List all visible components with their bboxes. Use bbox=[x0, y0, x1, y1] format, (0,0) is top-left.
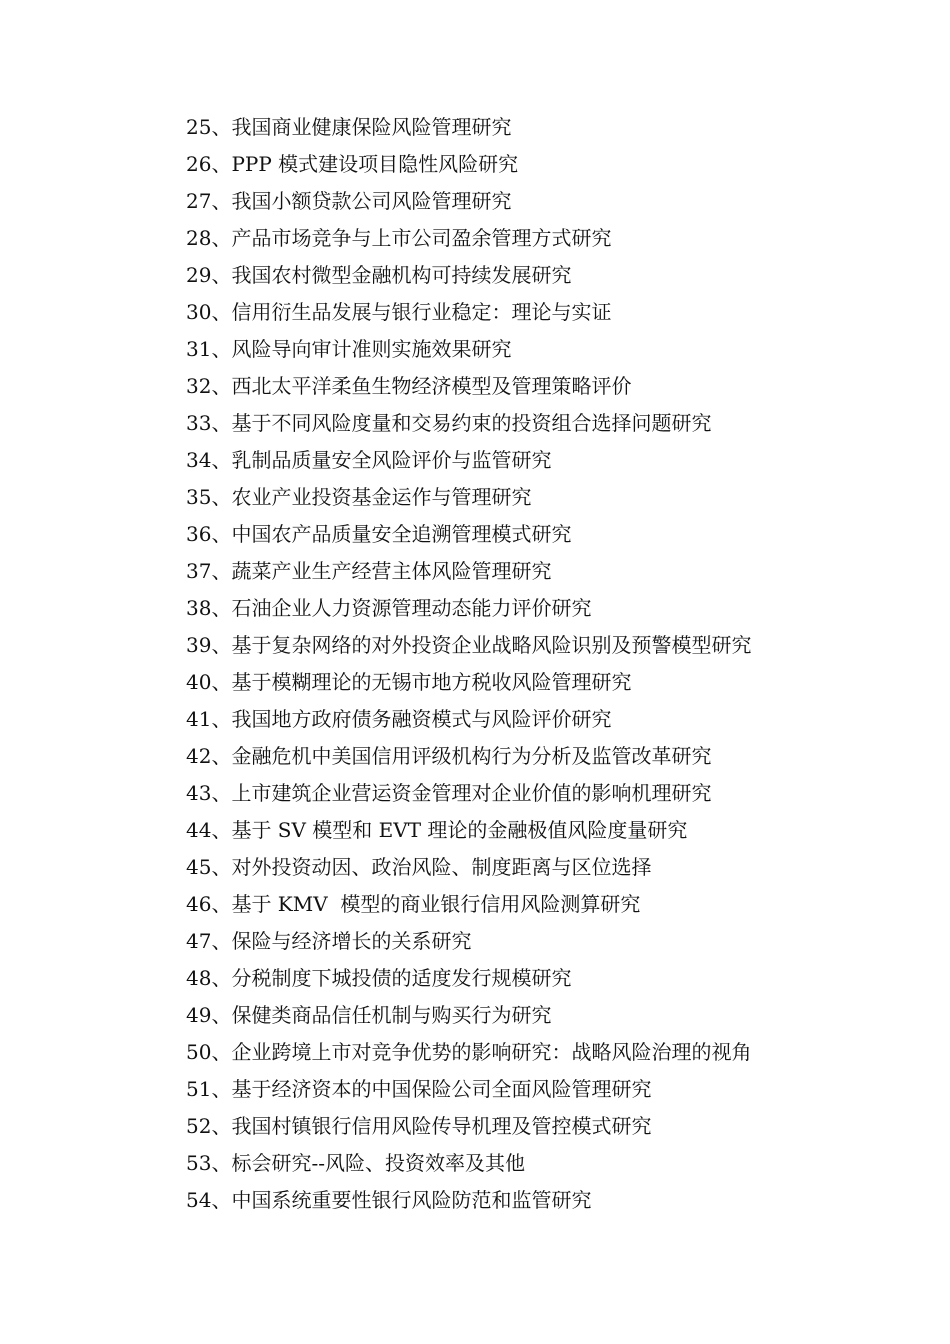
list-item: 50、企业跨境上市对竞争优势的影响研究：战略风险治理的视角 bbox=[186, 1040, 752, 1064]
list-item: 33、基于不同风险度量和交易约束的投资组合选择问题研究 bbox=[186, 411, 712, 435]
list-item: 36、中国农产品质量安全追溯管理模式研究 bbox=[186, 522, 572, 546]
list-item: 27、我国小额贷款公司风险管理研究 bbox=[186, 189, 512, 213]
list-item: 30、信用衍生品发展与银行业稳定：理论与实证 bbox=[186, 300, 612, 324]
list-item: 41、我国地方政府债务融资模式与风险评价研究 bbox=[186, 707, 612, 731]
list-item: 42、金融危机中美国信用评级机构行为分析及监管改革研究 bbox=[186, 744, 712, 768]
list-item: 26、PPP 模式建设项目隐性风险研究 bbox=[186, 152, 519, 176]
list-item: 29、我国农村微型金融机构可持续发展研究 bbox=[186, 263, 572, 287]
list-item: 28、产品市场竞争与上市公司盈余管理方式研究 bbox=[186, 226, 612, 250]
list-item: 48、分税制度下城投债的适度发行规模研究 bbox=[186, 966, 572, 990]
list-item: 45、对外投资动因、政治风险、制度距离与区位选择 bbox=[186, 855, 652, 879]
list-item: 37、蔬菜产业生产经营主体风险管理研究 bbox=[186, 559, 552, 583]
list-item: 46、基于 KMV 模型的商业银行信用风险测算研究 bbox=[186, 892, 641, 916]
list-item: 51、基于经济资本的中国保险公司全面风险管理研究 bbox=[186, 1077, 652, 1101]
list-item: 39、基于复杂网络的对外投资企业战略风险识别及预警模型研究 bbox=[186, 633, 752, 657]
list-item: 35、农业产业投资基金运作与管理研究 bbox=[186, 485, 532, 509]
list-item: 38、石油企业人力资源管理动态能力评价研究 bbox=[186, 596, 592, 620]
list-item: 53、标会研究--风险、投资效率及其他 bbox=[186, 1151, 525, 1175]
list-item: 52、我国村镇银行信用风险传导机理及管控模式研究 bbox=[186, 1114, 652, 1138]
list-item: 25、我国商业健康保险风险管理研究 bbox=[186, 115, 512, 139]
list-item: 40、基于模糊理论的无锡市地方税收风险管理研究 bbox=[186, 670, 632, 694]
list-item: 49、保健类商品信任机制与购买行为研究 bbox=[186, 1003, 552, 1027]
list-item: 43、上市建筑企业营运资金管理对企业价值的影响机理研究 bbox=[186, 781, 712, 805]
list-item: 31、风险导向审计准则实施效果研究 bbox=[186, 337, 512, 361]
list-item: 54、中国系统重要性银行风险防范和监管研究 bbox=[186, 1188, 592, 1212]
list-item: 47、保险与经济增长的关系研究 bbox=[186, 929, 472, 953]
list-item: 34、乳制品质量安全风险评价与监管研究 bbox=[186, 448, 552, 472]
list-item: 32、西北太平洋柔鱼生物经济模型及管理策略评价 bbox=[186, 374, 632, 398]
list-item: 44、基于 SV 模型和 EVT 理论的金融极值风险度量研究 bbox=[186, 818, 688, 842]
research-topic-list bbox=[186, 109, 886, 1219]
